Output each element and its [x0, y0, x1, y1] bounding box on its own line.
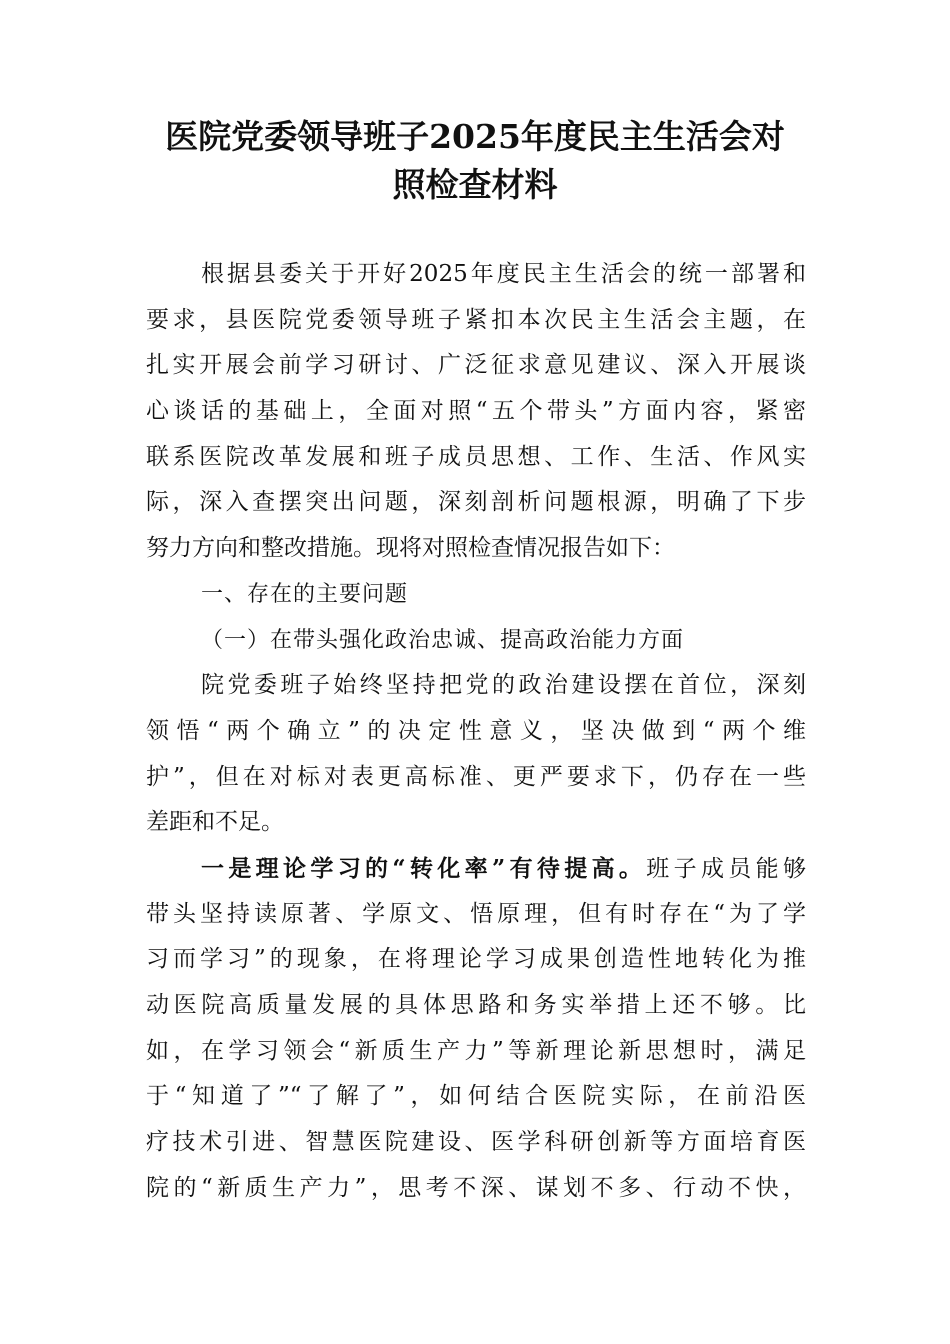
paragraph-line: 疗技术引进、智慧医院建设、医学科研创新等方面培育医: [146, 1129, 806, 1156]
intro-line: 联系医院改革发展和班子成员思想、工作、生活、作风实: [146, 443, 806, 470]
title-line-1: 医院党委领导班子2025年度民主生活会对: [165, 117, 785, 156]
subsection-heading: （一）在带头强化政治忠诚、提高政治能力方面: [201, 627, 685, 653]
paragraph-line: 于“知道了”“了解了”，如何结合医院实际，在前沿医: [146, 1083, 806, 1110]
paragraph-line: [146, 846, 806, 892]
paragraph-line: 领悟“两个确立”的决定性意义，坚决做到“两个维: [146, 717, 806, 744]
paragraph-line: 院的“新质生产力”，思考不深、谋划不多、行动不快，: [146, 1174, 806, 1201]
paragraph-line: 习而学习”的现象，在将理论学习成果创造性地转化为推: [146, 946, 806, 973]
paragraph-line: 如，在学习领会“新质生产力”等新理论新思想时，满足: [146, 1037, 806, 1064]
intro-line: 努力方向和整改措施。现将对照检查情况报告如下：: [146, 535, 675, 562]
paragraph-line: 院党委班子始终坚持把党的政治建设摆在首位，深刻: [201, 672, 806, 699]
paragraph-line: 护”，但在对标对表更高标准、更严要求下，仍存在一些: [146, 763, 806, 790]
document-title: [120, 113, 830, 209]
paragraph-line: 动医院高质量发展的具体思路和务实举措上还不够。比: [146, 992, 806, 1018]
intro-line: 要求，县医院党委领导班子紧扣本次民主生活会主题，在: [146, 306, 806, 333]
title-line-2: 照检查材料: [392, 165, 558, 204]
intro-line: 际，深入查摆突出问题，深刻剖析问题根源，明确了下步: [146, 489, 806, 516]
document-body: [146, 252, 806, 1211]
paragraph-text: 班子成员能够: [646, 855, 806, 882]
intro-line: 根据县委关于开好2025年度民主生活会的统一部署和: [201, 261, 806, 287]
intro-line: 扎实开展会前学习研讨、广泛征求意见建议、深入开展谈: [146, 352, 806, 379]
paragraph-line: 差距和不足。: [146, 809, 284, 836]
section-heading: 一、存在的主要问题: [201, 581, 409, 607]
paragraph-line: 带头坚持读原著、学原文、悟原理，但有时存在“为了学: [146, 900, 806, 927]
point-heading: 一是理论学习的“转化率”有待提高。: [201, 854, 647, 882]
intro-line: 心谈话的基础上，全面对照“五个带头”方面内容，紧密: [146, 398, 806, 425]
